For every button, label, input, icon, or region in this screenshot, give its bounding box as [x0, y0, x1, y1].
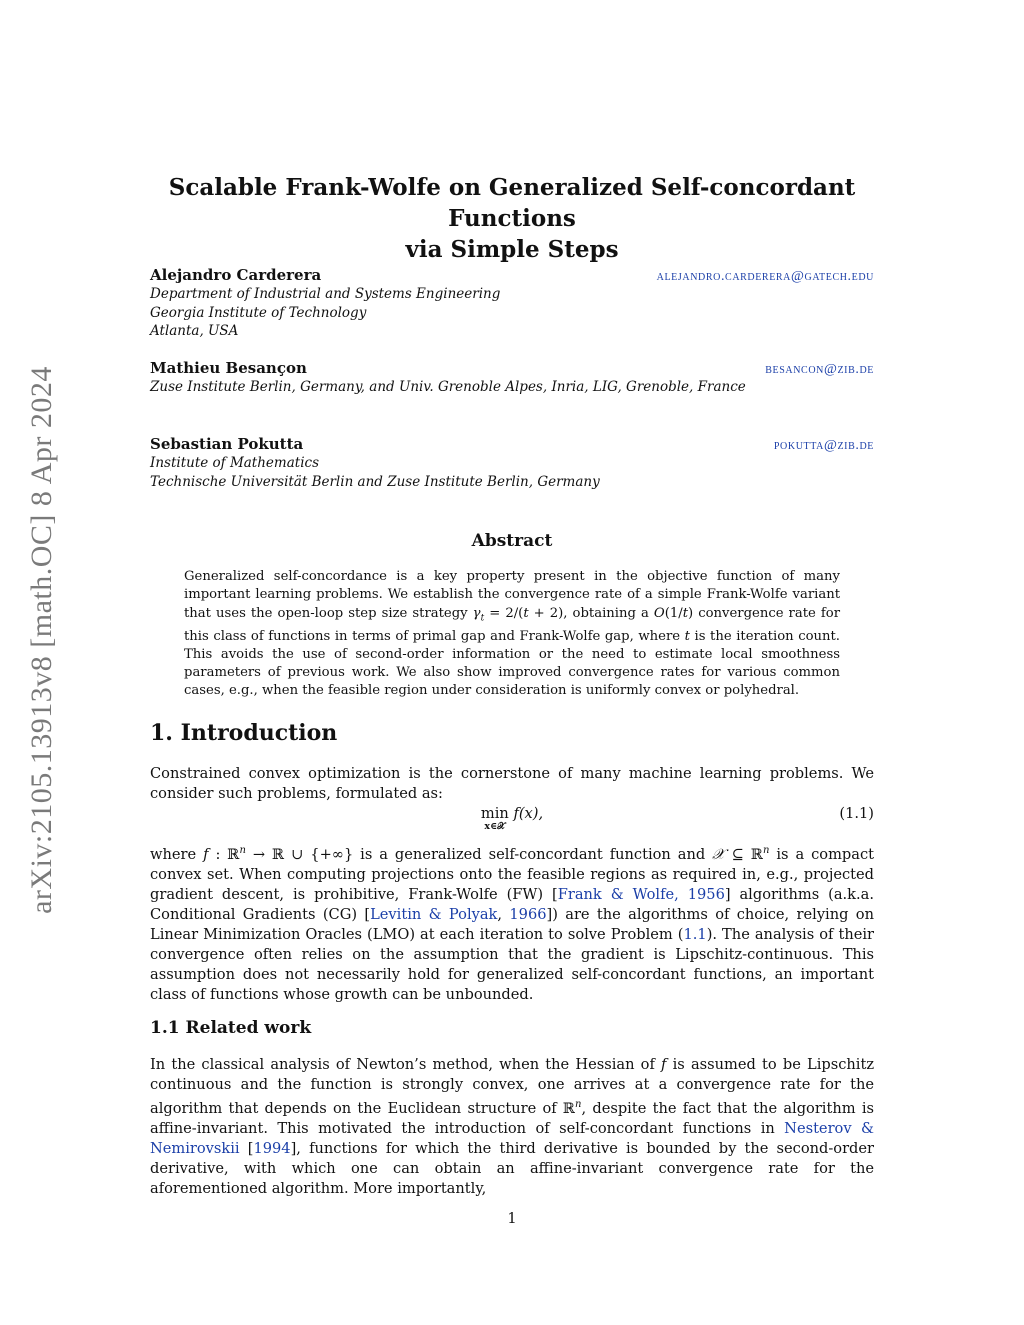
- author-block: [150, 359, 874, 397]
- author-name: Alejandro Carderera: [150, 266, 322, 284]
- page-number: 1: [507, 1210, 517, 1227]
- intro-paragraph: where f : ℝ$^n$ → ℝ ∪ {+∞} is a generalized self-concordant function and 𝒳 ⊆ ℝ$^n$ is a compact convex set. When computing projections onto the feasible regions as required in, e.g., projected gradient descent, is prohibitive, Frank-Wolfe (FW) [Frank & Wolfe, 1956] algorithms (a.k.a. Conditional Gradients (CG) [Levitin & Polyak, 1966]) are the algorithms of choice, relying on Linear Minimization Oracles (LMO) at each iteration to solve Problem (1.1). The analysis of their convergence often relies on the assumption that the gradient is Lipschitz-continuous. This assumption does not necessarily hold for generalized self-concordant functions, an important class of functions whose growth can be unbounded.: [150, 845, 875, 1003]
- arxiv-sidebar-stamp: arXiv:2105.13913v8 [math.OC] 8 Apr 2024: [25, 366, 58, 914]
- subsection-heading-related-work: 1.1 Related work: [150, 1018, 312, 1038]
- abstract-heading: Abstract: [471, 531, 553, 551]
- equation-1-1: [150, 805, 874, 835]
- author-email[interactable]: pokutta@zib.de: [773, 438, 874, 453]
- author-name: Mathieu Besançon: [150, 359, 307, 377]
- author-affiliation: Technische Universität Berlin and Zuse Institute Berlin, Germany: [150, 473, 600, 490]
- equation-min: min: [480, 805, 509, 822]
- author-affiliation: Department of Industrial and Systems Engineering: [150, 286, 501, 302]
- equation-reference-link[interactable]: 1.1: [683, 925, 707, 943]
- equation-subscript: x∈𝒳: [484, 821, 506, 832]
- abstract-body: Generalized self-concordance is a key property present in the objective function of many important learning problems. We establish the convergence rate of a simple Frank-Wolfe variant that uses the open-loop step size strategy $\gamma_t = 2/(t + 2)$, obtaining a O(1/t) convergence rate for this class of functions in terms of primal gap and Frank-Wolfe gap, where t is the iteration count. This avoids the use of second-order information or the need to estimate local smoothness parameters of previous work. We also show improved convergence rates for various common cases, e.g., when the feasible region under consideration is uniformly convex or polyhedral.: [184, 569, 840, 699]
- author-affiliation: Atlanta, USA: [150, 323, 239, 339]
- author-email[interactable]: alejandro.carderera@gatech.edu: [656, 269, 874, 284]
- author-block: [150, 266, 874, 341]
- equation-expression: f(x),: [513, 805, 544, 822]
- citation-link[interactable]: 1966: [509, 905, 547, 923]
- author-block: [150, 435, 874, 491]
- paper-title: [150, 172, 874, 265]
- author-affiliation: Georgia Institute of Technology: [150, 304, 367, 321]
- citation-link[interactable]: 1994: [253, 1139, 291, 1157]
- author-email[interactable]: besancon@zib.de: [765, 362, 874, 377]
- author-affiliation: Institute of Mathematics: [150, 455, 320, 471]
- citation-link[interactable]: Nesterov & Nemirovskii: [150, 1119, 874, 1157]
- section-heading-introduction: 1. Introduction: [150, 720, 338, 746]
- related-work-paragraph: In the classical analysis of Newton’s method, when the Hessian of f is assumed to be Lipschitz continuous and the function is strongly convex, one arrives at a convergence rate for the algorithm that depends on the Euclidean structure of ℝ$^n$, despite the fact that the algorithm is affine-invariant. This motivated the introduction of self-concordant functions in Nesterov & Nemirovskii [1994], functions for which the third derivative is bounded by the second-order derivative, with which one can obtain an affine-invariant convergence rate for the aforementioned algorithm. More importantly,: [150, 1056, 875, 1197]
- citation-link[interactable]: Frank & Wolfe, 1956: [557, 885, 725, 903]
- intro-paragraph: Constrained convex optimization is the cornerstone of many machine learning problems. We consider such problems, formulated as:: [150, 765, 874, 802]
- author-affiliation: Zuse Institute Berlin, Germany, and Univ. Grenoble Alpes, Inria, LIG, Grenoble, France: [150, 379, 746, 395]
- author-name: Sebastian Pokutta: [150, 435, 304, 453]
- citation-link[interactable]: Levitin & Polyak: [370, 905, 498, 923]
- equation-number: (1.1): [839, 805, 874, 822]
- title-line-1: Scalable Frank-Wolfe on Generalized Self-concordant Functions: [168, 174, 856, 232]
- title-line-2: via Simple Steps: [405, 236, 619, 263]
